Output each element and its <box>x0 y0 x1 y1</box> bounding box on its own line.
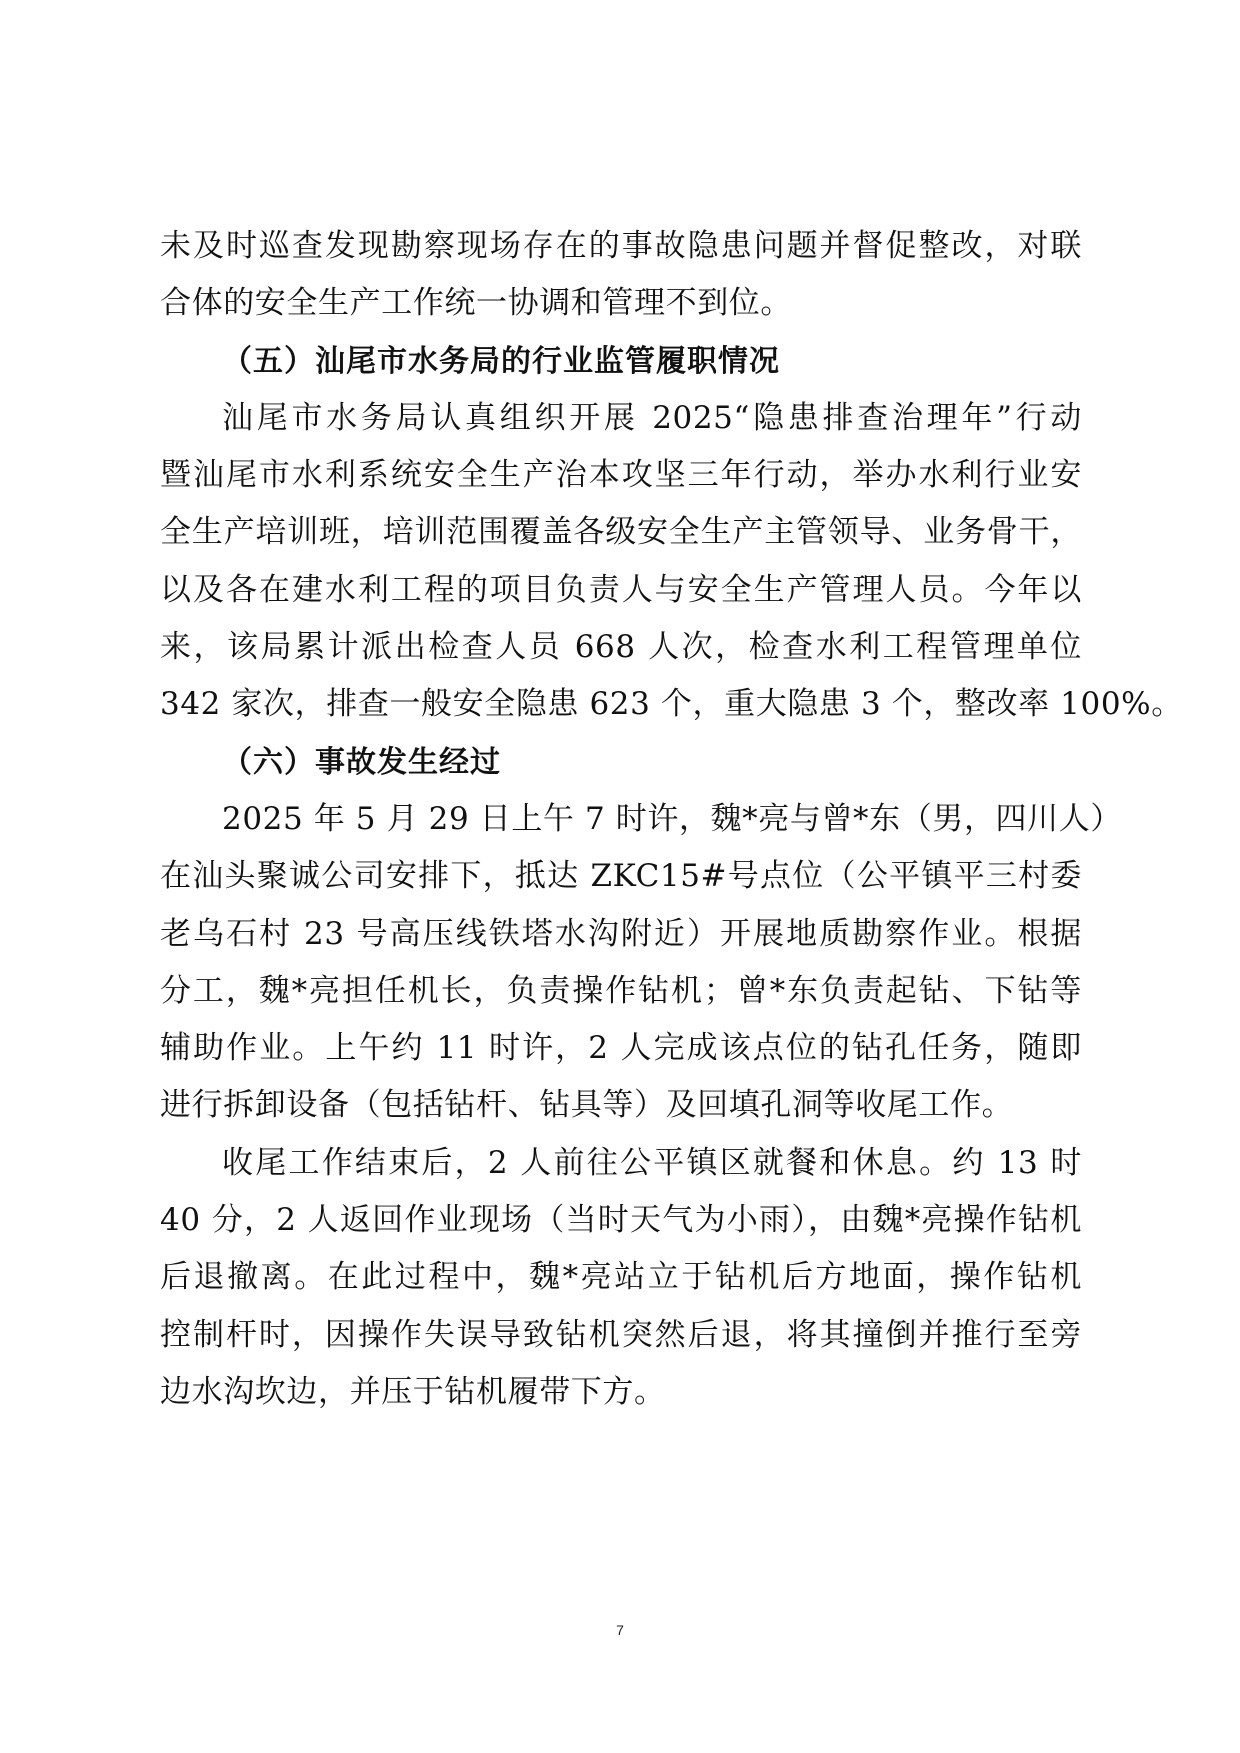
paragraph-line: 2025 年 5 月 29 日上午 7 时许，魏*亮与曾*东（男，四川人） <box>222 800 1122 837</box>
page-number: 7 <box>616 1622 624 1638</box>
paragraph-line: 未及时巡查发现勘察现场存在的事故隐患问题并督促整改，对联 <box>160 228 1082 264</box>
paragraph-line: 控制杆时，因操作失误导致钻机突然后退，将其撞倒并推行至旁 <box>160 1316 1082 1353</box>
paragraph-line: 汕尾市水务局认真组织开展 2025“隐患排查治理年”行动 <box>222 399 1082 436</box>
paragraph-line: 老乌石村 23 号高压线铁塔水沟附近）开展地质勘察作业。根据 <box>160 915 1082 952</box>
paragraph-line: 以及各在建水利工程的项目负责人与安全生产管理人员。今年以 <box>160 571 1082 608</box>
paragraph-line: 分工，魏*亮担任机长，负责操作钻机；曾*东负责起钻、下钻等 <box>160 972 1082 1009</box>
paragraph-line: 合体的安全生产工作统一协调和管理不到位。 <box>160 285 792 322</box>
paragraph-line: 来，该局累计派出检查人员 668 人次，检查水利工程管理单位 <box>160 629 1082 666</box>
paragraph-line: 辅助作业。上午约 11 时许，2 人完成该点位的钻孔任务，随即 <box>160 1030 1082 1067</box>
paragraph-line: 后退撤离。在此过程中，魏*亮站立于钻机后方地面，操作钻机 <box>160 1259 1082 1296</box>
paragraph-line: 进行拆卸设备（包括钻杆、钻具等）及回填孔洞等收尾工作。 <box>160 1087 1014 1124</box>
document-page-body <box>160 218 1183 1421</box>
paragraph-line: 在汕头聚诚公司安排下，抵达 ZKC15#号点位（公平镇平三村委 <box>160 858 1082 895</box>
section-heading-6: （六）事故发生经过 <box>222 744 501 780</box>
paragraph-line: 342 家次，排查一般安全隐患 623 个，重大隐患 3 个，整改率 100%。 <box>160 686 1183 723</box>
paragraph-line: 40 分，2 人返回作业现场（当时天气为小雨），由魏*亮操作钻机 <box>160 1202 1082 1239</box>
paragraph-line: 边水沟坎边，并压于钻机履带下方。 <box>160 1373 666 1410</box>
paragraph-line: 全生产培训班，培训范围覆盖各级安全生产主管领导、业务骨干， <box>160 514 1082 551</box>
paragraph-line: 收尾工作结束后，2 人前往公平镇区就餐和休息。约 13 时 <box>222 1144 1082 1181</box>
paragraph-line: 暨汕尾市水利系统安全生产治本攻坚三年行动，举办水利行业安 <box>160 457 1082 494</box>
section-heading-5: （五）汕尾市水务局的行业监管履职情况 <box>222 343 780 379</box>
